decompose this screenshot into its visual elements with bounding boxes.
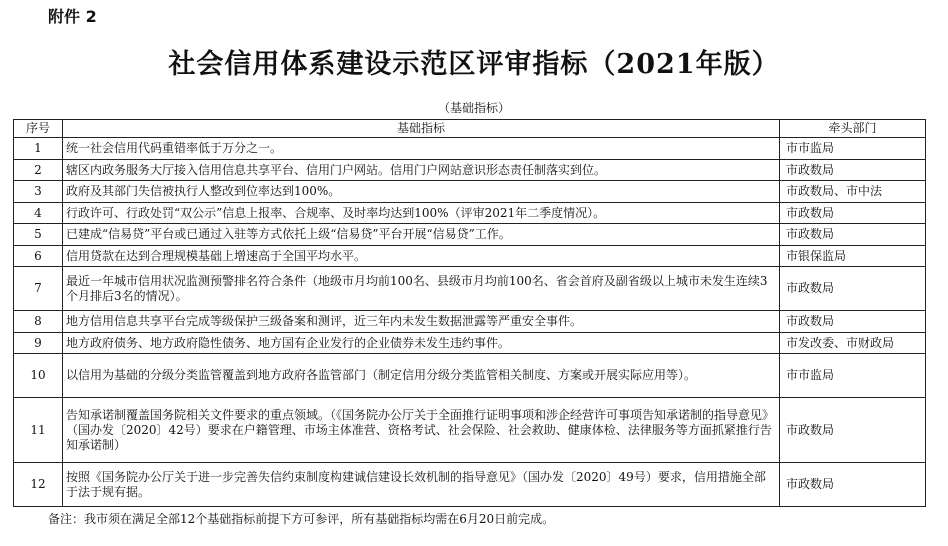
table-row xyxy=(14,224,926,246)
row-num: 6 xyxy=(14,246,63,267)
row-dept: 市市监局 xyxy=(780,138,926,160)
row-dept: 市政数局 xyxy=(780,203,926,224)
row-num: 12 xyxy=(14,463,63,507)
row-dept: 市发改委、市财政局 xyxy=(780,333,926,354)
row-num: 4 xyxy=(14,203,63,224)
document-title: 社会信用体系建设示范区评审指标（2021年版） xyxy=(168,49,780,80)
row-num: 11 xyxy=(14,398,63,463)
row-dept: 市市监局 xyxy=(780,354,926,398)
table-row xyxy=(14,203,926,224)
table-row xyxy=(14,463,926,507)
row-dept: 市政数局 xyxy=(780,267,926,311)
table-row xyxy=(14,138,926,160)
row-indicator: 地方信用信息共享平台完成等级保护三级备案和测评，近三年内未发生数据泄露等严重安全事件。 xyxy=(63,311,780,333)
row-indicator: 按照《国务院办公厅关于进一步完善失信约束制度构建诚信建设长效机制的指导意见》（国办发〔2020〕49号）要求，信用措施全部于法于规有据。 xyxy=(63,463,780,507)
row-num: 3 xyxy=(14,181,63,203)
row-dept: 市银保监局 xyxy=(780,246,926,267)
row-indicator: 以信用为基础的分级分类监管覆盖到地方政府各监管部门（制定信用分级分类监管相关制度、方案或开展实际应用等）。 xyxy=(63,354,780,398)
row-indicator: 信用贷款在达到合理规模基础上增速高于全国平均水平。 xyxy=(63,246,780,267)
table-header-row xyxy=(14,120,926,138)
row-indicator: 已建成“信易贷”平台或已通过入驻等方式依托上级“信易贷”平台开展“信易贷”工作。 xyxy=(63,224,780,246)
row-indicator: 行政许可、行政处罚“双公示”信息上报率、合规率、及时率均达到100%（评审2021年二季度情况）。 xyxy=(63,203,780,224)
row-indicator: 告知承诺制覆盖国务院相关文件要求的重点领域。（《国务院办公厅关于全面推行证明事项和涉企经营许可事项告知承诺制的指导意见》（国办发〔2020〕42号）要求在户籍管理、市场主体准营、资格考试、社会保险、社会救助、健康体检、法律服务等方面抓紧推行告知承诺制） xyxy=(63,398,780,463)
row-dept: 市政数局 xyxy=(780,160,926,181)
table-row xyxy=(14,160,926,181)
document-subtitle: （基础指标） xyxy=(437,101,510,115)
table-row xyxy=(14,398,926,463)
row-dept: 市政数局 xyxy=(780,398,926,463)
table-row xyxy=(14,354,926,398)
header-num: 序号 xyxy=(14,120,63,138)
row-indicator: 辖区内政务服务大厅接入信用信息共享平台、信用门户网站。信用门户网站意识形态责任制落实到位。 xyxy=(63,160,780,181)
header-dept: 牵头部门 xyxy=(780,120,926,138)
row-indicator: 地方政府债务、地方政府隐性债务、地方国有企业发行的企业债券未发生违约事件。 xyxy=(63,333,780,354)
row-indicator: 政府及其部门失信被执行人整改到位率达到100%。 xyxy=(63,181,780,203)
row-dept: 市政数局 xyxy=(780,311,926,333)
table-row xyxy=(14,181,926,203)
footnote: 备注：我市须在满足全部12个基础指标前提下方可参评，所有基础指标均需在6月20日前完成。 xyxy=(48,512,555,526)
header-indicator: 基础指标 xyxy=(63,120,780,138)
row-num: 8 xyxy=(14,311,63,333)
row-num: 5 xyxy=(14,224,63,246)
row-dept: 市政数局 xyxy=(780,224,926,246)
table-row xyxy=(14,311,926,333)
indicator-table xyxy=(13,119,926,507)
table-row xyxy=(14,246,926,267)
row-num: 1 xyxy=(14,138,63,160)
row-num: 7 xyxy=(14,267,63,311)
row-dept: 市政数局 xyxy=(780,463,926,507)
table-row xyxy=(14,267,926,311)
table-row xyxy=(14,333,926,354)
row-num: 2 xyxy=(14,160,63,181)
row-dept: 市政数局、市中法 xyxy=(780,181,926,203)
row-indicator: 最近一年城市信用状况监测预警排名符合条件（地级市月均前100名、县级市月均前100名、省会首府及副省级以上城市未发生连续3个月排后3名的情况）。 xyxy=(63,267,780,311)
row-num: 10 xyxy=(14,354,63,398)
row-num: 9 xyxy=(14,333,63,354)
row-indicator: 统一社会信用代码重错率低于万分之一。 xyxy=(63,138,780,160)
attachment-label: 附件 2 xyxy=(48,7,97,26)
